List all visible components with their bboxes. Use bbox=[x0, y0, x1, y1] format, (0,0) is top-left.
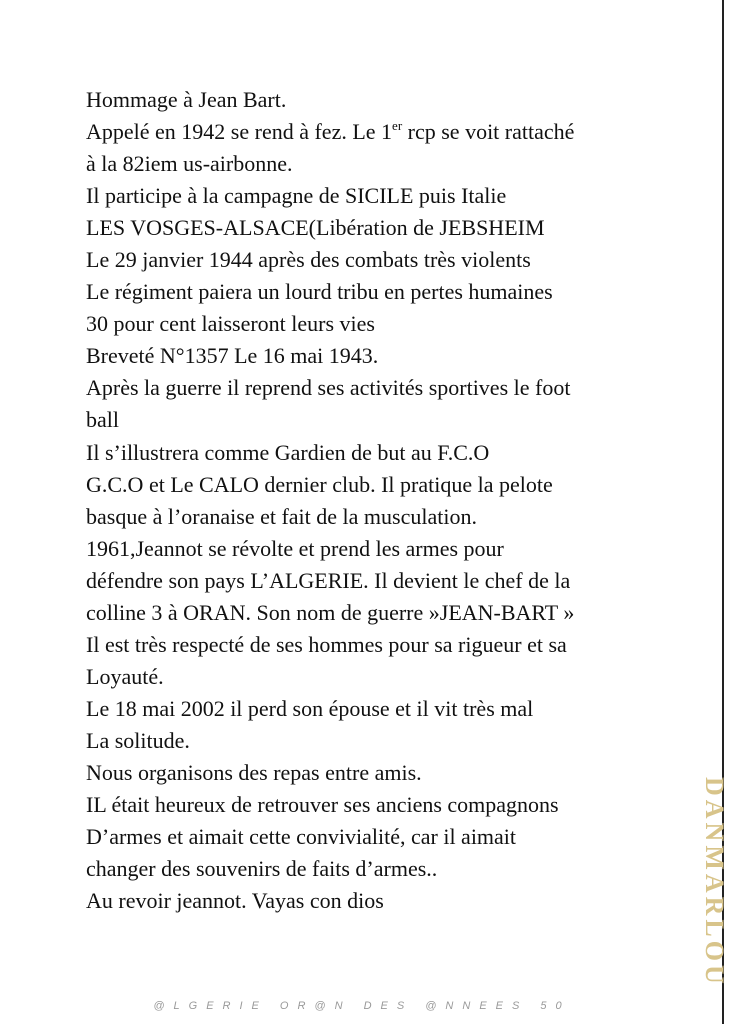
text-line: Le 18 mai 2002 il perd son épouse et il vit très mal bbox=[86, 695, 534, 721]
text-segment: Appelé en 1942 se rend à fez. Le 1 bbox=[86, 119, 393, 145]
text-line: à la 82iem us-airbonne. bbox=[86, 151, 293, 177]
text-line: Il s’illustrera comme Gardien de but au F.C.O bbox=[86, 439, 490, 465]
text-line: ball bbox=[86, 407, 119, 433]
text-line: IL était heureux de retrouver ses anciens compagnons bbox=[86, 792, 559, 818]
text-line: Au revoir jeannot. Vayas con dios bbox=[86, 888, 384, 914]
text-line: Breveté N°1357 Le 16 mai 1943. bbox=[86, 343, 379, 369]
superscript: er bbox=[392, 117, 403, 133]
text-line: Nous organisons des repas entre amis. bbox=[86, 759, 422, 785]
text-line bbox=[86, 116, 646, 148]
text-line: basque à l’oranaise et fait de la musculation. bbox=[86, 503, 477, 529]
text-line: Il est très respecté de ses hommes pour sa rigueur et sa bbox=[86, 631, 567, 657]
text-line: Il participe à la campagne de SICILE puis Italie bbox=[86, 183, 507, 209]
text-line: G.C.O et Le CALO dernier club. Il pratique la pelote bbox=[86, 471, 553, 497]
text-segment: rcp se voit rattaché bbox=[402, 119, 575, 145]
body-text bbox=[86, 84, 646, 917]
text-line: changer des souvenirs de faits d’armes.. bbox=[86, 856, 438, 882]
text-line: Le 29 janvier 1944 après des combats très violents bbox=[86, 247, 531, 273]
page-footer: @LGERIE OR@N DES @NNEES 50 bbox=[153, 1000, 571, 1012]
text-line: D’armes et aimait cette convivialité, car il aimait bbox=[86, 824, 517, 850]
text-line: Après la guerre il reprend ses activités sportives le foot bbox=[86, 375, 571, 401]
text-line: Le régiment paiera un lourd tribu en pertes humaines bbox=[86, 279, 553, 305]
text-line: LES VOSGES-ALSACE(Libération de JEBSHEIM bbox=[86, 215, 545, 241]
text-line: Loyauté. bbox=[86, 663, 164, 689]
side-watermark: DANMARLOU bbox=[700, 777, 729, 988]
text-line: défendre son pays L’ALGERIE. Il devient le chef de la bbox=[86, 567, 571, 593]
text-line: colline 3 à ORAN. Son nom de guerre »JEAN-BART » bbox=[86, 599, 575, 625]
text-line: Hommage à Jean Bart. bbox=[86, 87, 287, 112]
text-line: La solitude. bbox=[86, 727, 190, 753]
text-line: 1961,Jeannot se révolte et prend les armes pour bbox=[86, 535, 504, 561]
text-line: 30 pour cent laisseront leurs vies bbox=[86, 311, 375, 337]
